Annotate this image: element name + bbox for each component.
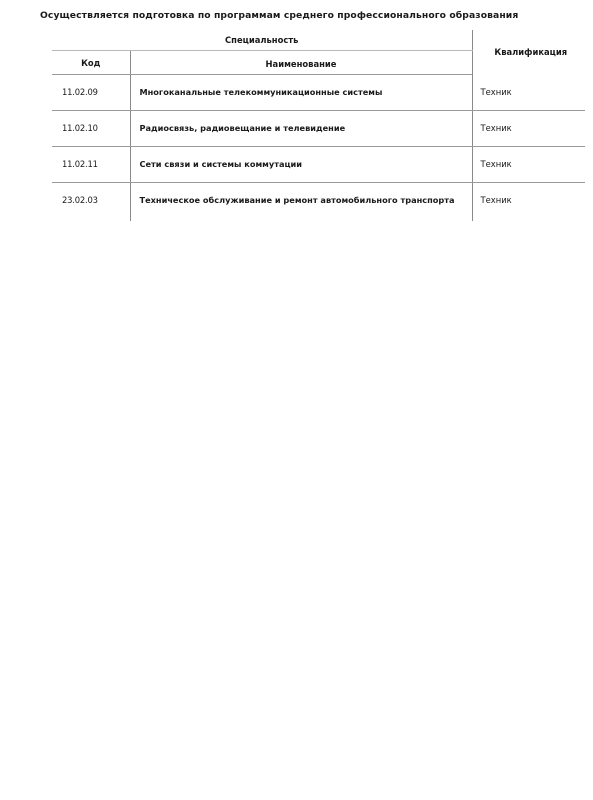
row-code: 11.02.09 xyxy=(52,75,130,111)
document-heading: Осуществляется подготовка по программам среднего профессионального образования xyxy=(40,10,519,21)
table-header-row-top xyxy=(52,30,585,51)
row-name: Радиосвязь, радиовещание и телевидение xyxy=(130,111,472,147)
header-specialty: Специальность xyxy=(52,30,472,51)
row-code: 23.02.03 xyxy=(62,195,98,205)
table-row xyxy=(52,183,585,222)
table-row xyxy=(52,147,585,183)
row-qualification: Техник xyxy=(472,75,585,111)
header-code: Код xyxy=(52,51,130,75)
table-row xyxy=(52,75,585,111)
row-qualification: Техник xyxy=(472,111,585,147)
row-name: Техническое обслуживание и ремонт автомобильного транспорта xyxy=(130,183,472,222)
row-code: 11.02.10 xyxy=(52,111,130,147)
header-name: Наименование xyxy=(130,51,472,75)
row-name: Сети связи и системы коммутации xyxy=(130,147,472,183)
row-name: Многоканальные телекоммуникационные системы xyxy=(130,75,472,111)
row-qualification: Техник xyxy=(472,147,585,183)
table-row xyxy=(52,111,585,147)
row-code: 11.02.11 xyxy=(52,147,130,183)
header-qualification: Квалификация xyxy=(472,30,585,75)
row-qualification: Техник xyxy=(472,183,585,222)
specialties-table xyxy=(52,30,585,221)
